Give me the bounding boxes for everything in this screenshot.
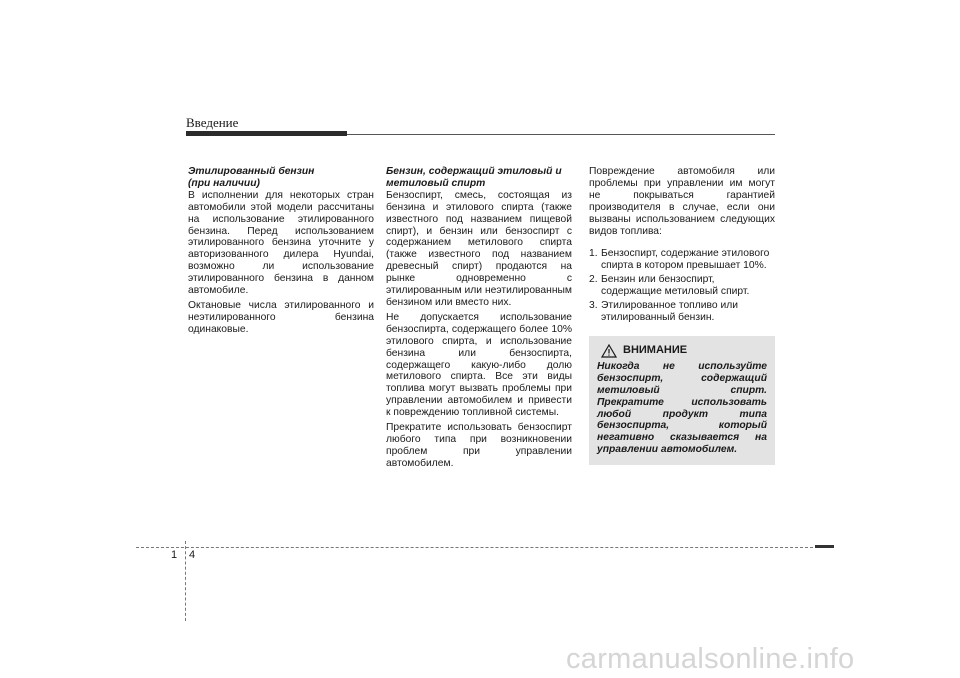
- paragraph: Бензоспирт, смесь, состоящая из бензина и этилового спирта (также известного под названием пищевой спирт), и бензин или бензоспирт с содержанием метилового спирта (также известного под названием древесный спирт) продаются на рынке одновременно с этилированным или неэтилированным бензином или вместо них.: [386, 189, 572, 308]
- footer-divider: [136, 547, 818, 548]
- warning-triangle-icon: [601, 344, 617, 358]
- paragraph: Не допускается использование бензоспирта, содержащего более 10% этилового спирта, и использование бензина или бензоспирта, содержащего какую-либо долю метилового спирта. Все эти виды топлива могут вызвать проблемы при управлении автомобилем и привести к повреждению топливной системы.: [386, 311, 572, 419]
- heading-gasohol: Бензин, содержащий этиловый и: [386, 166, 562, 177]
- section-title: Введение: [186, 115, 239, 130]
- list-item: [589, 300, 775, 324]
- list-item: [589, 248, 775, 272]
- paragraph: Октановые числа этилированного и неэтилированного бензина одинаковые.: [188, 299, 374, 335]
- page-number: 4: [189, 549, 196, 561]
- warning-text: Никогда не используйте бензоспирт, содержащий метиловый спирт. Прекратите использовать любой продукт типа бензоспирта, который негативно сказывается на управлении автомобилем.: [597, 360, 767, 456]
- list-item: [589, 274, 775, 298]
- page-section-number: 1: [171, 549, 178, 561]
- header-rule-thin: [347, 134, 775, 135]
- warning-title: ВНИМАНИЕ: [623, 343, 688, 356]
- paragraph: Повреждение автомобиля или проблемы при управлении им могут не покрываться гарантией производителя в случае, если они вызваны использованием следующих видов топлива:: [589, 166, 775, 237]
- paragraph: В исполнении для некоторых стран автомобили этой модели рассчитаны на использование этилированного бензина. Перед использованием этилированного бензина уточните у авторизованного дилера Hyundai, возможно ли использование этилированного бензина в данном автомобиле.: [188, 189, 374, 297]
- header-rule-thick: [186, 131, 347, 136]
- list-number: 2.: [589, 274, 598, 286]
- column-3: [589, 166, 775, 465]
- list-number: 1.: [589, 248, 598, 260]
- watermark: carmanualsonline.info: [566, 643, 855, 675]
- heading-leaded-gasoline-note: (при наличии): [188, 177, 260, 189]
- warning-header: [597, 344, 767, 358]
- paragraph: Прекратите использовать бензоспирт любого типа при возникновении проблем при управлении автомобилем.: [386, 422, 572, 469]
- list-text: Бензин или бензоспирт, содержащие метиловый спирт.: [601, 274, 750, 298]
- page-number-divider: [185, 541, 186, 621]
- heading-gasohol-cont: метиловый спирт: [386, 177, 486, 189]
- heading-leaded-gasoline: Этилированный бензин: [188, 166, 315, 177]
- column-2: [386, 166, 572, 473]
- warning-box: [589, 336, 775, 465]
- list-number: 3.: [589, 300, 598, 312]
- footer-bar: [815, 545, 834, 548]
- list-text: Этилированное топливо или этилированный бензин.: [601, 300, 738, 323]
- list-text: Бензоспирт, содержание этилового спирта в котором превышает 10%.: [601, 248, 770, 272]
- column-1: [188, 166, 374, 339]
